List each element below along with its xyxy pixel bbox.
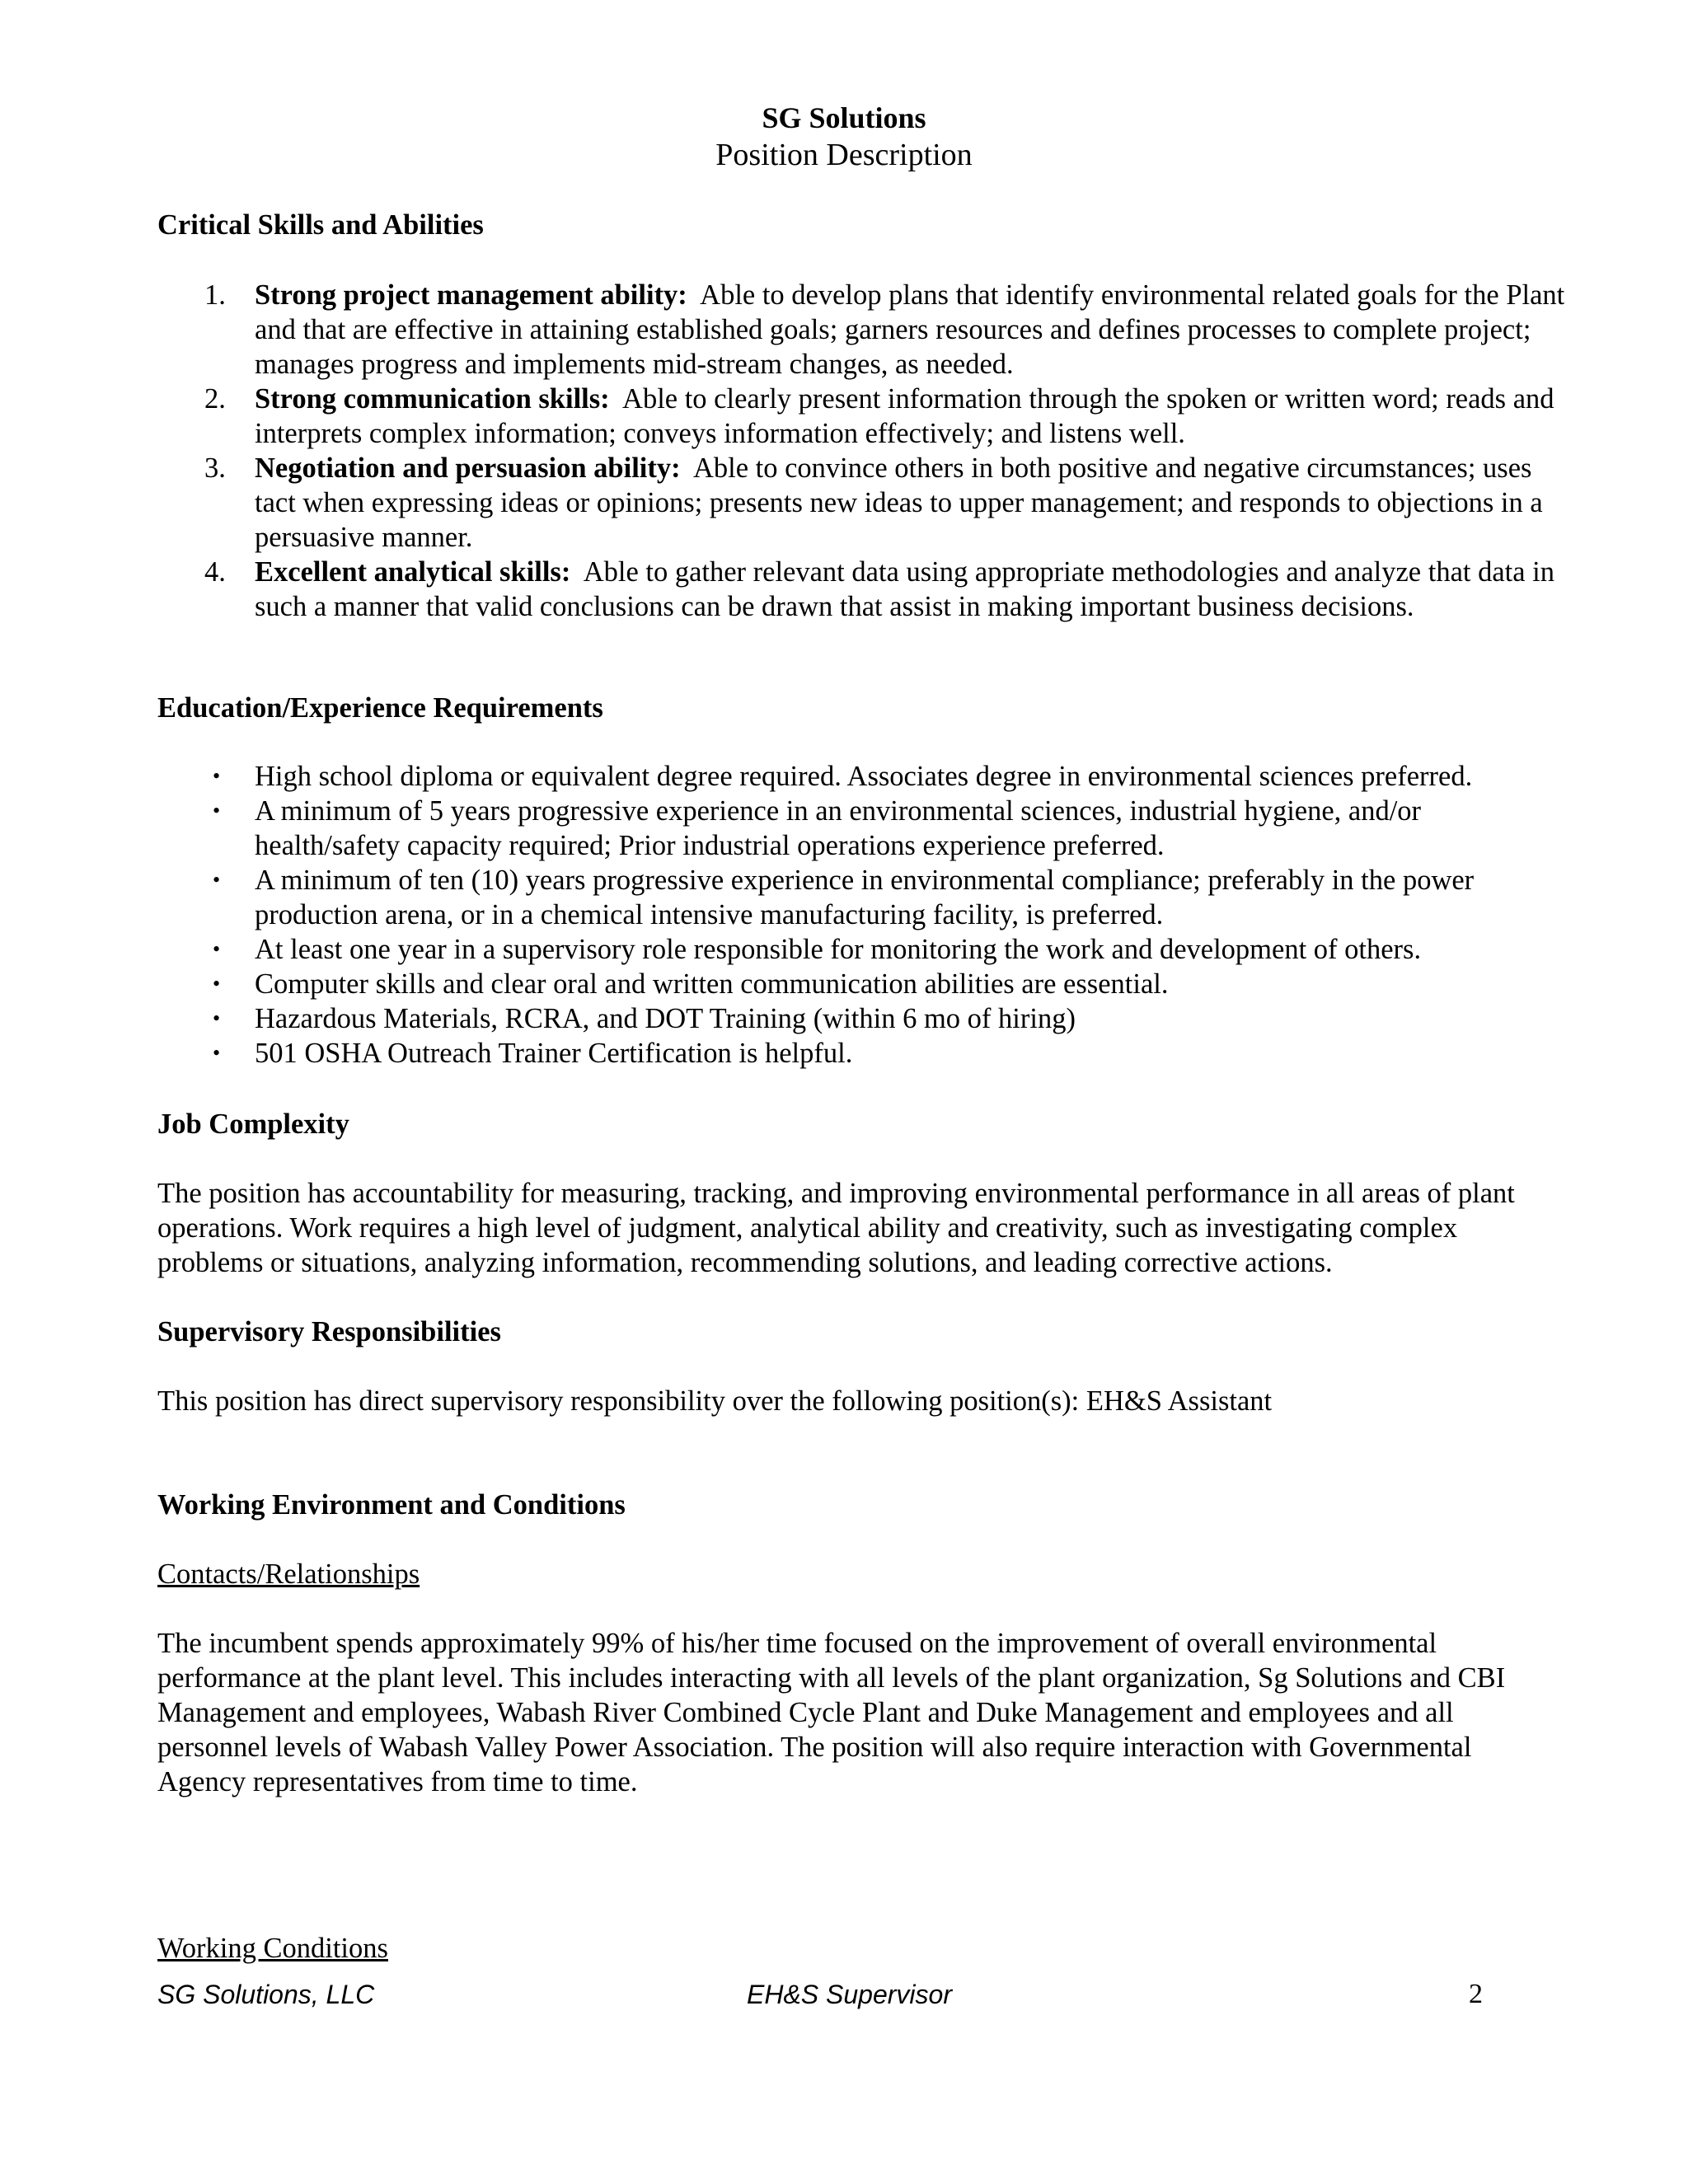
- list-item: [0, 1036, 1565, 1071]
- working-environment-heading: Working Environment and Conditions: [157, 1489, 626, 1521]
- list-item: [0, 1001, 1565, 1036]
- bullet-icon: •: [213, 868, 221, 892]
- education-heading: Education/Experience Requirements: [157, 692, 603, 724]
- list-number: 2.: [204, 383, 226, 415]
- skill-description: Able to gather relevant data using appropriate methodologies and analyze that data in such a manner that valid conclusions can be drawn that assist in making important business decisions.: [255, 556, 1555, 622]
- list-number: 1.: [204, 279, 226, 311]
- requirement-text: At least one year in a supervisory role responsible for monitoring the work and development of others.: [255, 934, 1422, 965]
- job-complexity-text: The position has accountability for measuring, tracking, and improving environmental performance in all areas of plant operations. Work requires a high level of judgment, analytical ability and creativity, such as investigating complex problems or situations, analyzing information, recommending solutions, and leading corrective actions.: [157, 1178, 1515, 1278]
- list-item: [0, 759, 1565, 794]
- supervisory-heading: Supervisory Responsibilities: [157, 1316, 501, 1347]
- critical-skills-heading: Critical Skills and Abilities: [157, 209, 484, 241]
- bullet-icon: •: [213, 972, 221, 996]
- page-number: 2: [1469, 1979, 1483, 2009]
- bullet-icon: •: [213, 937, 221, 961]
- bullet-icon: •: [213, 799, 221, 823]
- requirement-text: High school diploma or equivalent degree required. Associates degree in environmental sciences preferred.: [255, 761, 1473, 792]
- requirement-text: A minimum of 5 years progressive experience in an environmental sciences, industrial hygiene, and/or health/safety capacity required; Prior industrial operations experience preferred.: [255, 795, 1422, 861]
- bullet-icon: •: [213, 764, 221, 788]
- list-item: [0, 932, 1565, 967]
- requirement-text: A minimum of ten (10) years progressive experience in environmental compliance; preferably in the power production arena, or in a chemical intensive manufacturing facility, is preferred.: [255, 865, 1475, 930]
- list-item: [0, 967, 1565, 1001]
- supervisory-text: This position has direct supervisory responsibility over the following position(s): EH&S Assistant: [157, 1385, 1273, 1417]
- bullet-icon: •: [213, 1006, 221, 1030]
- skill-title: Strong communication skills:: [255, 383, 610, 415]
- list-item: [0, 382, 1565, 451]
- document-type-title: Position Description: [715, 138, 973, 172]
- skill-description: Able to develop plans that identify environmental related goals for the Plant and that are effective in attaining established goals; garners resources and defines processes to complete project; manages progress and implements mid-stream changes, as needed.: [255, 279, 1565, 380]
- list-item: [0, 794, 1565, 863]
- education-list: [0, 759, 1566, 1071]
- bullet-icon: •: [213, 1041, 221, 1065]
- requirement-text: Hazardous Materials, RCRA, and DOT Training (within 6 mo of hiring): [255, 1003, 1076, 1034]
- skill-title: Excellent analytical skills:: [255, 556, 571, 588]
- list-item: [0, 555, 1565, 624]
- list-number: 3.: [204, 452, 226, 484]
- list-item: [0, 863, 1565, 932]
- footer-company: SG Solutions, LLC: [157, 1980, 375, 2009]
- list-number: 4.: [204, 556, 226, 588]
- requirement-text: 501 OSHA Outreach Trainer Certification is helpful.: [255, 1038, 853, 1069]
- working-conditions-subheading: Working Conditions: [157, 1933, 388, 1964]
- list-item: [0, 451, 1565, 555]
- list-item: [0, 278, 1565, 382]
- skill-title: Negotiation and persuasion ability:: [255, 452, 681, 484]
- skill-description: Able to convince others in both positive and negative circumstances; uses tact when expressing ideas or opinions; presents new ideas to upper management; and responds to objections in a persuasive manner.: [255, 452, 1543, 553]
- company-title: SG Solutions: [762, 101, 926, 134]
- contacts-text: The incumbent spends approximately 99% of his/her time focused on the improvement of overall environmental performance at the plant level. This includes interacting with all levels of the plant organization, Sg Solutions and CBI Management and employees, Wabash River Combined Cycle Plant and Duke Management and employees and all personnel levels of Wabash Valley Power Association. The position will also require interaction with Governmental Agency representatives from time to time.: [157, 1628, 1506, 1797]
- critical-skills-list: [0, 278, 1566, 624]
- skill-description: Able to clearly present information through the spoken or written word; reads and interprets complex information; conveys information effectively; and listens well.: [255, 383, 1554, 449]
- skill-title: Strong project management ability:: [255, 279, 687, 311]
- footer-position-title: EH&S Supervisor: [747, 1980, 952, 2009]
- job-complexity-heading: Job Complexity: [157, 1108, 349, 1140]
- requirement-text: Computer skills and clear oral and written communication abilities are essential.: [255, 968, 1169, 1000]
- contacts-subheading: Contacts/Relationships: [157, 1558, 420, 1590]
